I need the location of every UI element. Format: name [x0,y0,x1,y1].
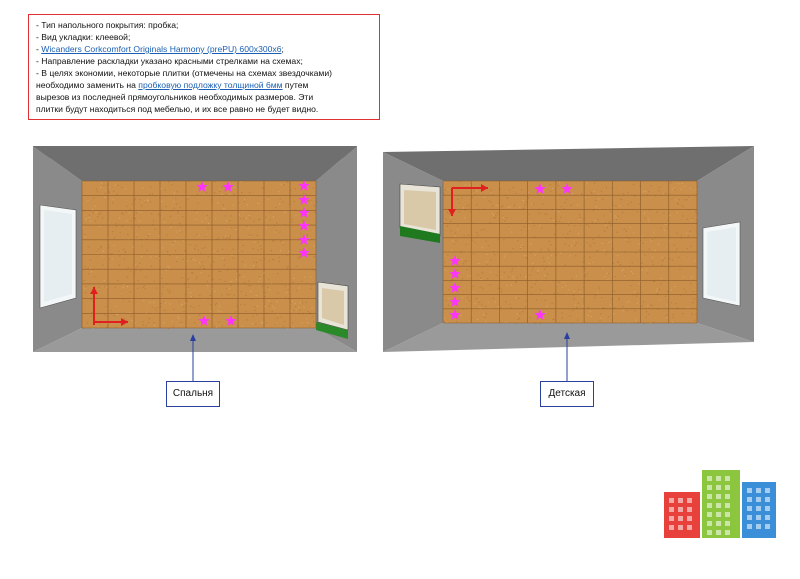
bedroom-top-wall [33,146,357,181]
note-economy-suffix: путем [282,80,309,90]
note-product-suffix: ; [281,44,284,54]
bedroom-scheme [33,146,357,352]
kids-room-scheme [383,146,754,352]
kids-window [703,222,740,306]
kids-left-wall [383,152,443,352]
company-logo [664,470,776,540]
bedroom-door [316,282,348,339]
note-economy-1: - В целях экономии, некоторые плитки (отмечены на схемах звездочками) [36,68,332,78]
bedroom-window [40,205,76,308]
note-install-type: - Вид укладки: клеевой; [36,32,131,42]
note-floor-type: - Тип напольного покрытия: пробка; [36,20,179,30]
product-link[interactable]: Wicanders Corkcomfort Originals Harmony (prePU) 600x300x6 [41,44,282,54]
kids-room-label: Детская [540,381,594,407]
bedroom-cork-tiles [82,181,317,329]
note-economy-prefix: необходимо заменить на [36,80,139,90]
kids-top-wall [383,146,754,181]
note-economy-4: плитки будут находиться под мебелью, и их все равно не будет видно. [36,104,319,114]
bedroom-label: Спальня [166,381,220,407]
kids-cork-tiles [443,181,698,324]
note-direction: - Направление раскладки указано красными стрелками на схемах; [36,56,303,66]
underlay-link[interactable]: пробковую подложку толщиной 6мм [138,80,283,90]
note-economy-3: вырезов из последней прямоугольников необходимых размеров. Эти [36,92,314,102]
note-product-prefix: - [36,44,42,54]
kids-door [400,184,440,243]
